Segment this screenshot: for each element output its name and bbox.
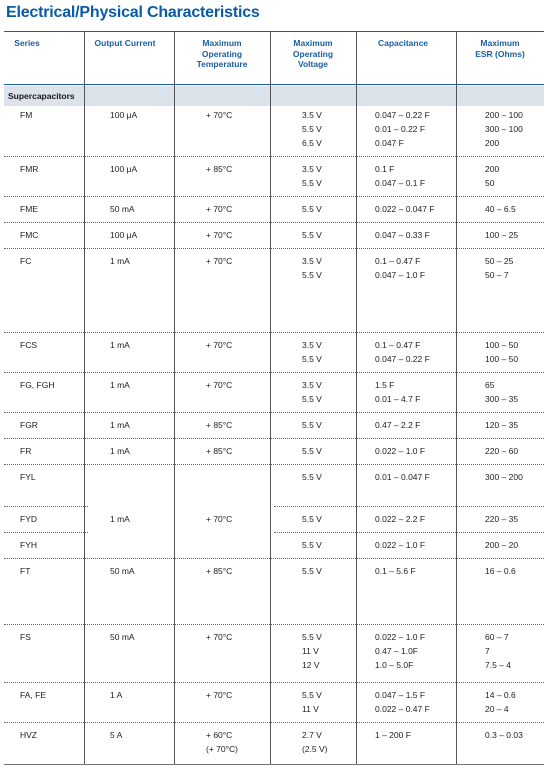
row-divider bbox=[4, 722, 544, 723]
cell-esr: 60 – 7 7 7.5 – 4 bbox=[485, 632, 511, 670]
cell-output: 1 mA bbox=[110, 256, 130, 266]
cell-series: FGR bbox=[20, 420, 38, 430]
cell-output: 1 mA bbox=[110, 420, 130, 430]
cell-cap: 0.1 – 5.6 F bbox=[375, 566, 416, 576]
column-divider bbox=[356, 31, 357, 764]
cell-volt: 5.5 V bbox=[302, 472, 322, 482]
cell-temp: + 70°C bbox=[206, 230, 233, 240]
cell-esr: 14 – 0.6 20 – 4 bbox=[485, 690, 516, 714]
section-label: Supercapacitors bbox=[8, 91, 75, 101]
cell-output: 100 μA bbox=[110, 164, 138, 174]
cell-output: 1 A bbox=[110, 690, 123, 700]
cell-cap: 0.047 – 1.5 F 0.022 – 0.47 F bbox=[375, 690, 430, 714]
cell-series: FG, FGH bbox=[20, 380, 55, 390]
page-title: Electrical/Physical Characteristics bbox=[6, 4, 260, 21]
row-divider bbox=[4, 682, 544, 683]
cell-cap: 0.1 – 0.47 F 0.047 – 1.0 F bbox=[375, 256, 426, 280]
cell-series: FMR bbox=[20, 164, 39, 174]
header-capacitance: Capacitance bbox=[377, 38, 429, 48]
header-temperature: Maximum Operating Temperature bbox=[196, 38, 248, 70]
cell-series: HVZ bbox=[20, 730, 37, 740]
cell-volt: 5.5 V bbox=[302, 446, 322, 456]
cell-temp: + 70°C bbox=[206, 632, 233, 642]
row-divider bbox=[4, 558, 544, 559]
row-divider bbox=[4, 412, 544, 413]
cell-temp: + 70°C bbox=[206, 514, 233, 524]
characteristics-table bbox=[4, 31, 544, 85]
cell-esr: 220 – 35 bbox=[485, 514, 519, 524]
cell-esr: 300 – 200 bbox=[485, 472, 523, 482]
cell-esr: 120 – 35 bbox=[485, 420, 519, 430]
cell-output: 1 mA bbox=[110, 380, 130, 390]
cell-output: 5 A bbox=[110, 730, 123, 740]
cell-cap: 0.022 – 2.2 F bbox=[375, 514, 426, 524]
cell-series: FCS bbox=[20, 340, 37, 350]
cell-esr: 40 – 6.5 bbox=[485, 204, 516, 214]
cell-temp: + 70°C bbox=[206, 380, 233, 390]
cell-esr: 200 50 bbox=[485, 164, 500, 188]
cell-series: FC bbox=[20, 256, 32, 266]
cell-cap: 0.047 – 0.33 F bbox=[375, 230, 430, 240]
cell-volt: 3.5 V 5.5 V bbox=[302, 380, 322, 404]
header-output-current: Output Current bbox=[94, 38, 156, 48]
header-esr: Maximum ESR (Ohms) bbox=[475, 38, 525, 59]
cell-esr: 200 – 20 bbox=[485, 540, 519, 550]
cell-esr: 100 – 25 bbox=[485, 230, 519, 240]
cell-cap: 0.022 – 1.0 F 0.47 – 1.0F 1.0 – 5.0F bbox=[375, 632, 426, 670]
cell-temp: + 85°C bbox=[206, 420, 233, 430]
cell-volt: 5.5 V bbox=[302, 230, 322, 240]
row-divider bbox=[4, 222, 544, 223]
cell-output: 1 mA bbox=[110, 514, 130, 524]
cell-cap: 0.022 – 1.0 F bbox=[375, 446, 426, 456]
table-header bbox=[4, 31, 544, 85]
cell-volt: 5.5 V bbox=[302, 540, 322, 550]
row-divider bbox=[274, 506, 544, 507]
row-divider bbox=[4, 464, 544, 465]
cell-volt: 3.5 V 5.5 V bbox=[302, 256, 322, 280]
row-divider bbox=[274, 532, 544, 533]
cell-cap: 0.047 – 0.22 F 0.01 – 0.22 F 0.047 F bbox=[375, 110, 430, 148]
row-divider bbox=[4, 532, 88, 533]
cell-output: 1 mA bbox=[110, 446, 130, 456]
cell-esr: 65 300 – 35 bbox=[485, 380, 519, 404]
cell-cap: 0.01 – 0.047 F bbox=[375, 472, 430, 482]
cell-volt: 5.5 V 11 V bbox=[302, 690, 322, 714]
header-series: Series bbox=[14, 38, 40, 48]
cell-series: FR bbox=[20, 446, 32, 456]
cell-series: FT bbox=[20, 566, 31, 576]
cell-output: 50 mA bbox=[110, 204, 135, 214]
cell-output: 100 μA bbox=[110, 230, 138, 240]
cell-volt: 5.5 V bbox=[302, 566, 322, 576]
cell-cap: 0.022 – 0.047 F bbox=[375, 204, 435, 214]
row-divider bbox=[4, 372, 544, 373]
cell-output: 50 mA bbox=[110, 632, 135, 642]
row-divider bbox=[4, 506, 88, 507]
cell-series: FME bbox=[20, 204, 38, 214]
cell-series: FS bbox=[20, 632, 31, 642]
cell-series: FA, FE bbox=[20, 690, 46, 700]
cell-volt: 5.5 V 11 V 12 V bbox=[302, 632, 322, 670]
cell-volt: 3.5 V 5.5 V bbox=[302, 340, 322, 364]
cell-temp: + 85°C bbox=[206, 164, 233, 174]
cell-volt: 5.5 V bbox=[302, 204, 322, 214]
column-divider bbox=[270, 31, 271, 764]
column-divider bbox=[456, 31, 457, 764]
cell-output: 100 μA bbox=[110, 110, 138, 120]
cell-volt: 3.5 V 5.5 V 6.5 V bbox=[302, 110, 322, 148]
cell-cap: 0.1 – 0.47 F 0.047 – 0.22 F bbox=[375, 340, 430, 364]
cell-temp: + 85°C bbox=[206, 566, 233, 576]
row-divider bbox=[4, 156, 544, 157]
cell-esr: 0.3 – 0.03 bbox=[485, 730, 523, 740]
cell-cap: 0.47 – 2.2 F bbox=[375, 420, 421, 430]
cell-temp: + 70°C bbox=[206, 340, 233, 350]
column-divider bbox=[174, 31, 175, 764]
cell-volt: 3.5 V 5.5 V bbox=[302, 164, 322, 188]
cell-esr: 200 – 100 300 – 100 200 bbox=[485, 110, 523, 148]
cell-temp: + 70°C bbox=[206, 690, 233, 700]
cell-series: FYL bbox=[20, 472, 36, 482]
cell-esr: 16 – 0.6 bbox=[485, 566, 516, 576]
cell-cap: 1.5 F 0.01 – 4.7 F bbox=[375, 380, 421, 404]
column-divider bbox=[84, 31, 85, 764]
section-supercapacitors bbox=[4, 86, 544, 106]
row-divider bbox=[4, 196, 544, 197]
cell-series: FM bbox=[20, 110, 33, 120]
cell-cap: 0.022 – 1.0 F bbox=[375, 540, 426, 550]
header-voltage: Maximum Operating Voltage bbox=[292, 38, 334, 70]
cell-volt: 5.5 V bbox=[302, 420, 322, 430]
cell-cap: 1 – 200 F bbox=[375, 730, 411, 740]
cell-series: FYH bbox=[20, 540, 37, 550]
cell-esr: 100 – 50 100 – 50 bbox=[485, 340, 519, 364]
cell-temp: + 60°C (+ 70°C) bbox=[206, 730, 238, 754]
table-bottom-border bbox=[4, 764, 544, 765]
cell-series: FMC bbox=[20, 230, 39, 240]
cell-output: 50 mA bbox=[110, 566, 135, 576]
cell-esr: 50 – 25 50 – 7 bbox=[485, 256, 514, 280]
row-divider bbox=[4, 332, 544, 333]
cell-series: FYD bbox=[20, 514, 37, 524]
cell-volt: 5.5 V bbox=[302, 514, 322, 524]
row-divider bbox=[4, 248, 544, 249]
cell-cap: 0.1 F 0.047 – 0.1 F bbox=[375, 164, 426, 188]
row-divider bbox=[4, 438, 544, 439]
cell-output: 1 mA bbox=[110, 340, 130, 350]
cell-esr: 220 – 60 bbox=[485, 446, 519, 456]
cell-volt: 2.7 V (2.5 V) bbox=[302, 730, 328, 754]
cell-temp: + 70°C bbox=[206, 256, 233, 266]
row-divider bbox=[4, 624, 544, 625]
cell-temp: + 85°C bbox=[206, 446, 233, 456]
cell-temp: + 70°C bbox=[206, 204, 233, 214]
cell-temp: + 70°C bbox=[206, 110, 233, 120]
